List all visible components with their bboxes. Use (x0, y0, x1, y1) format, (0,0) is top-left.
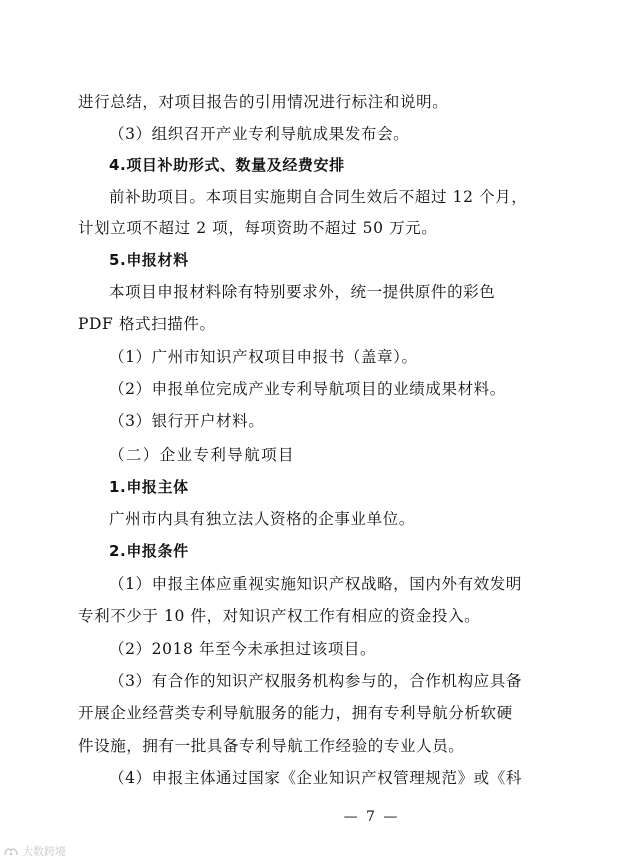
paragraph-line: 专利不少于 10 件，对知识产权工作有相应的资金投入。 (78, 607, 481, 625)
list-item: （2）2018 年至今未承担过该项目。 (109, 640, 377, 658)
paragraph-line: PDF 格式扫描件。 (78, 315, 216, 333)
list-item: （2）申报单位完成产业专利导航项目的业绩成果材料。 (109, 380, 506, 398)
list-item: （3）银行开户材料。 (109, 412, 265, 430)
list-item: （3）有合作的知识产权服务机构参与的，合作机构应具备 (109, 672, 522, 690)
list-item: （3）组织召开产业专利导航成果发布会。 (109, 125, 410, 143)
watermark-logo-icon (3, 846, 19, 857)
watermark-text: 大数跨境 (22, 845, 66, 858)
list-item: （1）广州市知识产权项目申报书（盖章）。 (109, 348, 418, 366)
paragraph-line: 开展企业经营类专利导航服务的能力，拥有专利导航分析软硬 (78, 704, 513, 722)
section-heading: 5.申报材料 (109, 251, 189, 269)
paragraph-line: 进行总结，对项目报告的引用情况进行标注和说明。 (78, 93, 449, 111)
paragraph-line: 本项目申报材料除有特别要求外，统一提供原件的彩色 (109, 283, 496, 301)
paragraph-line: 前补助项目。本项目实施期自合同生效后不超过 12 个月， (109, 188, 528, 206)
section-heading: 4.项目补助形式、数量及经费安排 (109, 156, 345, 174)
list-item: （1）申报主体应重视实施知识产权战略，国内外有效发明 (109, 575, 522, 593)
list-item: （4）申报主体通过国家《企业知识产权管理规范》或《科 (109, 769, 522, 787)
paragraph-line: 广州市内具有独立法人资格的企事业单位。 (109, 510, 415, 528)
watermark (3, 843, 66, 859)
section-heading: 1.申报主体 (109, 478, 189, 496)
section-heading: 2.申报条件 (109, 542, 189, 560)
section-title: （二）企业专利导航项目 (109, 446, 295, 464)
paragraph-line: 计划立项不超过 2 项，每项资助不超过 50 万元。 (78, 219, 438, 237)
paragraph-line: 件设施，拥有一批具备专利导航工作经验的专业人员。 (78, 737, 465, 755)
page-number: — 7 — (343, 809, 400, 825)
